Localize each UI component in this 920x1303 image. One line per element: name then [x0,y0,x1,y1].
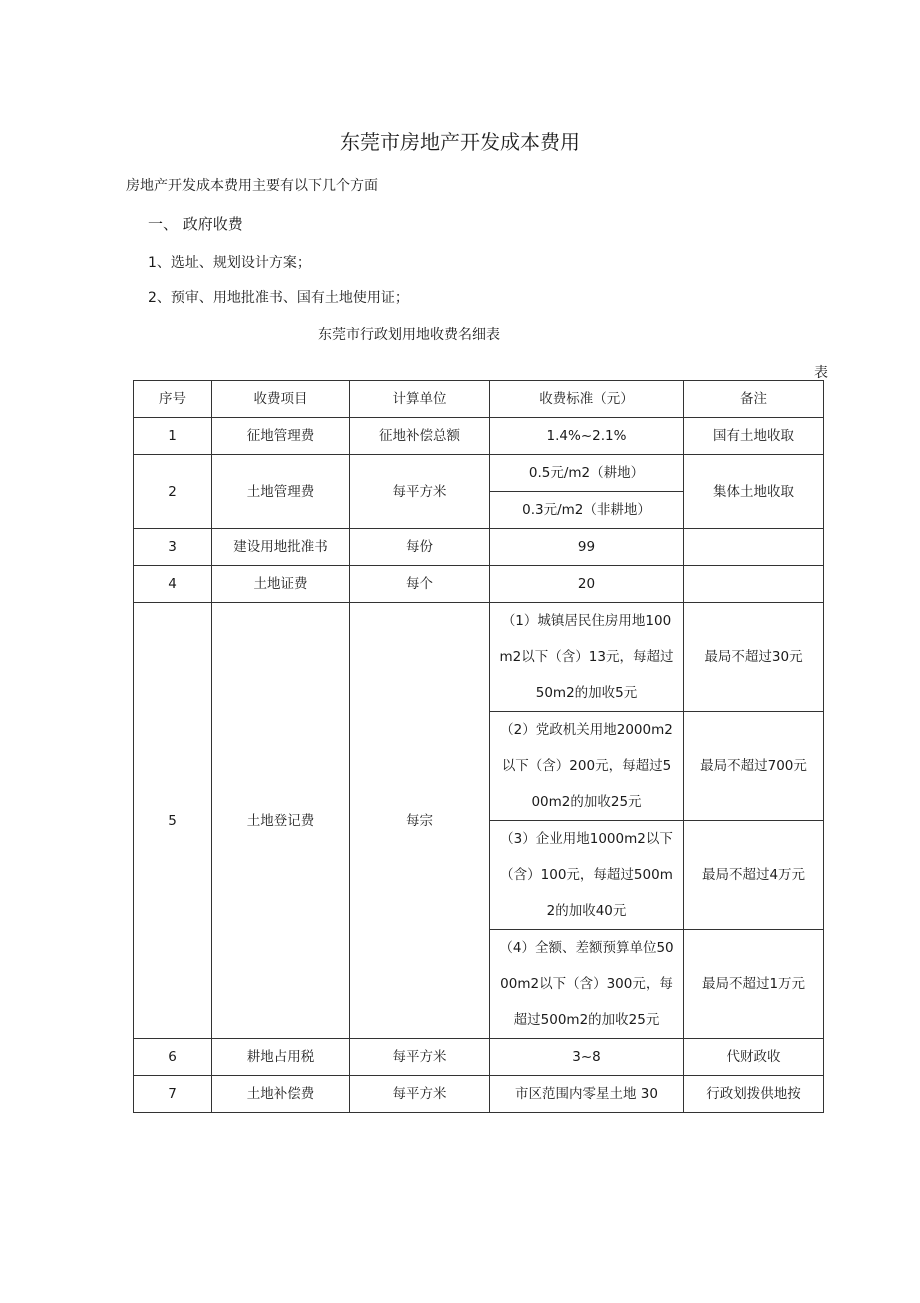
table-cell: （1）城镇居民住房用地100m2以下（含）13元，每超过50m2的加收5元 [490,603,684,712]
table-cell [684,529,824,566]
page-title: 东莞市房地产开发成本费用 [340,130,580,154]
table-cell: 99 [490,529,684,566]
list-item: 2、预审、用地批准书、国有土地使用证； [148,290,409,306]
table-cell: 5 [134,603,212,1039]
table-cell: 耕地占用税 [212,1039,350,1076]
table-cell: 6 [134,1039,212,1076]
table-row [134,1039,824,1076]
table-cell: 每个 [350,566,490,603]
table-row [134,418,824,455]
table-cell: 建设用地批准书 [212,529,350,566]
table-cell: 最局不超过700元 [684,712,824,821]
table-tag: 表 [814,365,828,381]
header-cell: 备注 [684,381,824,418]
intro-text: 房地产开发成本费用主要有以下几个方面 [126,178,378,194]
table-cell: 代财政收 [684,1039,824,1076]
table-row [134,603,824,712]
header-cell: 收费项目 [212,381,350,418]
table-cell: 土地补偿费 [212,1076,350,1113]
table-row [134,1076,824,1113]
table-header-row [134,381,824,418]
table-cell: 土地登记费 [212,603,350,1039]
table-cell: （4）全额、差额预算单位5000m2以下（含）300元，每超过500m2的加收25元 [490,930,684,1039]
table-cell: 集体土地收取 [684,455,824,529]
table-cell: 每平方米 [350,455,490,529]
table-cell: 7 [134,1076,212,1113]
table-row [134,455,824,492]
table-cell [684,566,824,603]
table-cell: 4 [134,566,212,603]
header-cell: 收费标准（元） [490,381,684,418]
table-cell: 3~8 [490,1039,684,1076]
table-cell: 征地管理费 [212,418,350,455]
table-cell: 每宗 [350,603,490,1039]
table-cell: 征地补偿总额 [350,418,490,455]
table-cell: 每份 [350,529,490,566]
table-cell: 3 [134,529,212,566]
header-cell: 序号 [134,381,212,418]
table-cell: 最局不超过4万元 [684,821,824,930]
table-cell: 土地证费 [212,566,350,603]
table-cell: 1 [134,418,212,455]
table-cell: 每平方米 [350,1076,490,1113]
table-cell: （2）党政机关用地2000m2以下（含）200元，每超过500m2的加收25元 [490,712,684,821]
table-caption: 东莞市行政划用地收费名细表 [318,327,500,343]
table-cell: 土地管理费 [212,455,350,529]
table-cell: 每平方米 [350,1039,490,1076]
table-row [134,566,824,603]
table-cell: 0.3元/m2（非耕地） [490,492,684,529]
section-heading: 一、 政府收费 [148,215,243,233]
table-cell: 市区范围内零星土地 30 [490,1076,684,1113]
table-cell: 0.5元/m2（耕地） [490,455,684,492]
table-cell: 行政划拨供地按 [684,1076,824,1113]
table-cell: 最局不超过30元 [684,603,824,712]
table-cell: 最局不超过1万元 [684,930,824,1039]
table-cell: 1.4%~2.1% [490,418,684,455]
list-item: 1、选址、规划设计方案； [148,255,311,271]
table-cell: 国有土地收取 [684,418,824,455]
table-cell: （3）企业用地1000m2以下（含）100元，每超过500m2的加收40元 [490,821,684,930]
fee-table [133,380,824,1113]
table-cell: 20 [490,566,684,603]
table-row [134,529,824,566]
header-cell: 计算单位 [350,381,490,418]
table-cell: 2 [134,455,212,529]
